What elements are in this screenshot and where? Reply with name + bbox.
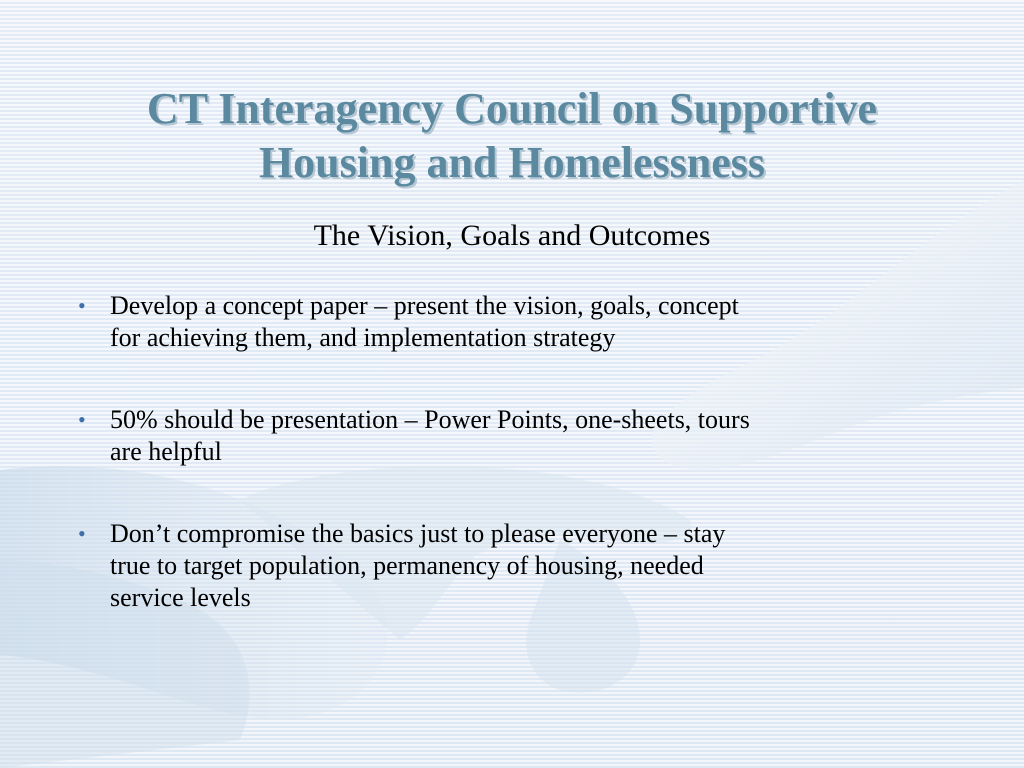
bullet-dot-icon: •	[78, 293, 86, 318]
bullet-item	[78, 404, 958, 468]
slide-title-line-1: CT Interagency Council on Supportive	[146, 84, 878, 133]
bullet-text-line: Don’t compromise the basics just to please everyone – stay	[110, 519, 726, 548]
bullet-item	[78, 518, 958, 614]
slide-title	[40, 82, 984, 190]
bullet-dot-icon: •	[78, 521, 86, 546]
bullet-text-line: for achieving them, and implementation strategy	[110, 323, 616, 352]
bullet-dot-icon: •	[78, 407, 86, 432]
bullet-item	[78, 290, 958, 354]
bullet-list	[78, 290, 958, 664]
bullet-text-line: are helpful	[110, 437, 222, 466]
slide-title-line-2: Housing and Homelessness	[258, 138, 766, 187]
bullet-text-line: Develop a concept paper – present the vision, goals, concept	[110, 291, 739, 320]
slide-subtitle: The Vision, Goals and Outcomes	[313, 219, 711, 252]
bullet-text-line: service levels	[110, 583, 251, 612]
bullet-text-line: 50% should be presentation – Power Points, one-sheets, tours	[110, 405, 750, 434]
bullet-text-line: true to target population, permanency of housing, needed	[110, 551, 704, 580]
